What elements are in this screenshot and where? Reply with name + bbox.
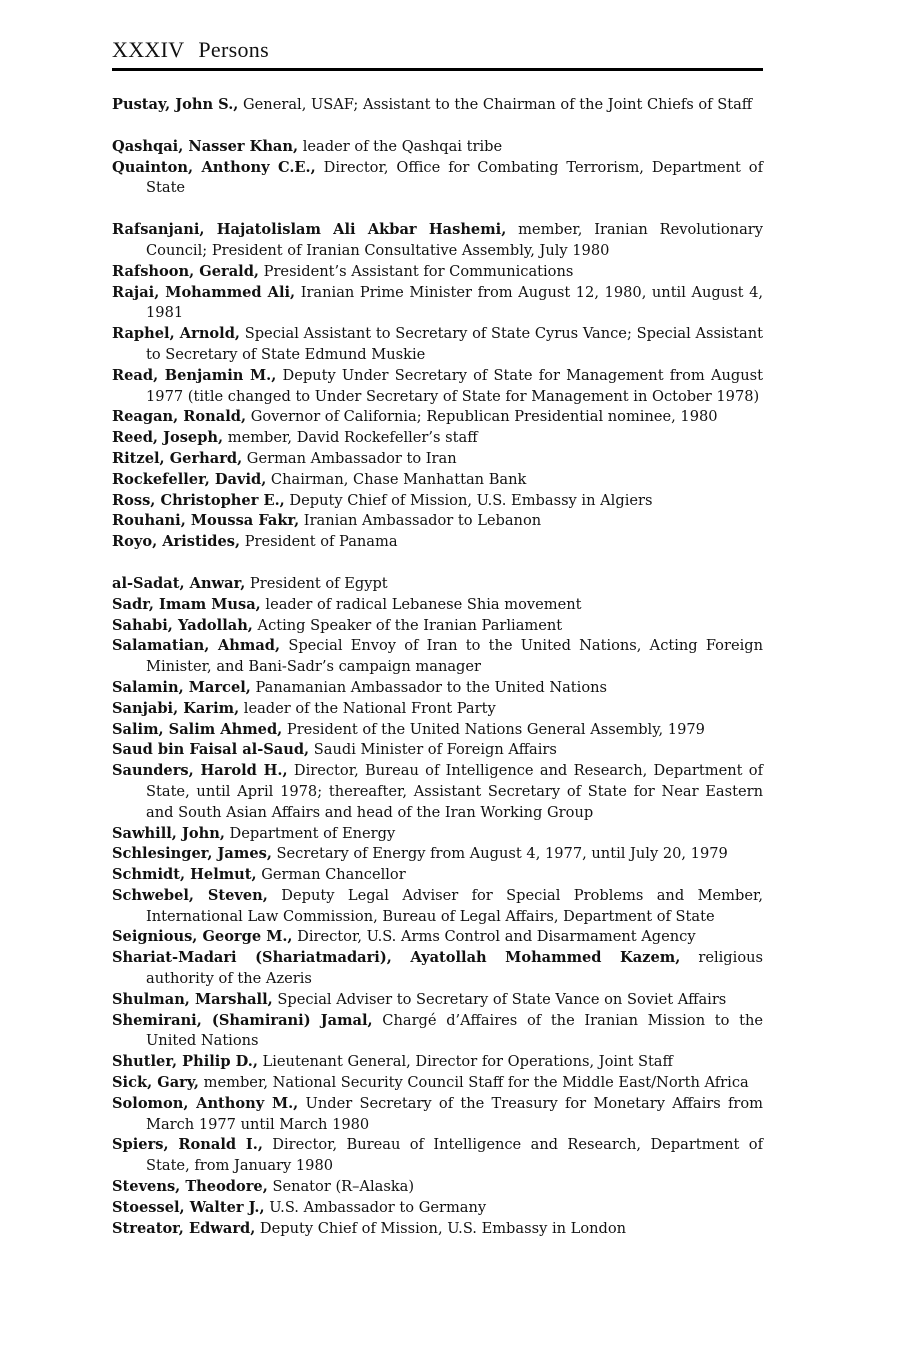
person-name: Read, Benjamin M., (112, 366, 277, 384)
person-description: President of the United Nations General Assembly, 1979 (282, 720, 705, 738)
person-name: al-Sadat, Anwar, (112, 574, 246, 592)
person-description: Department of Energy (224, 824, 396, 842)
person-entry (112, 595, 763, 616)
person-entry (112, 428, 763, 449)
person-entry (112, 1094, 763, 1136)
person-description: religious authority of the Azeris (146, 949, 763, 988)
person-entry (112, 720, 763, 741)
person-name: Rouhani, Moussa Fakr, (112, 512, 300, 530)
person-name: Qashqai, Nasser Khan, (112, 137, 299, 155)
person-name: Spiers, Ronald I., (112, 1136, 263, 1154)
person-description: President of Panama (240, 533, 398, 551)
person-entry (112, 407, 763, 428)
person-entry (112, 532, 763, 553)
person-name: Schlesinger, James, (112, 845, 272, 863)
person-entry (112, 511, 763, 532)
person-description: Lieutenant General, Director for Operations, Joint Staff (257, 1053, 673, 1071)
person-entry (112, 366, 763, 408)
persons-list (112, 95, 763, 1239)
person-name: Solomon, Anthony M., (112, 1094, 299, 1112)
person-entry (112, 1219, 763, 1240)
person-description: President’s Assistant for Communications (259, 262, 574, 280)
person-description: Special Adviser to Secretary of State Vance on Soviet Affairs (272, 990, 727, 1008)
person-entry (112, 948, 763, 990)
person-name: Seignious, George M., (112, 928, 293, 946)
person-name: Saunders, Harold H., (112, 762, 288, 780)
person-name: Reagan, Ronald, (112, 408, 247, 426)
person-description: Special Envoy of Iran to the United Nations, Acting Foreign Minister, and Bani-Sadr’s campaign manager (146, 637, 763, 676)
person-description: Deputy Chief of Mission, U.S. Embassy in London (255, 1219, 627, 1237)
header-rule (112, 68, 763, 71)
person-entry (112, 844, 763, 865)
person-name: Schwebel, Steven, (112, 886, 268, 904)
person-name: Sawhill, John, (112, 824, 225, 842)
person-entry (112, 1198, 763, 1219)
person-description: leader of radical Lebanese Shia movement (260, 595, 582, 613)
person-description: Deputy Legal Adviser for Special Problems and Member, International Law Commission, Bureau of Legal Affairs, Department of State (146, 886, 763, 925)
person-entry (112, 137, 763, 158)
person-description: Special Assistant to Secretary of State Cyrus Vance; Special Assistant to Secretary of State Edmund Muskie (146, 325, 763, 363)
person-name: Rajai, Mohammed Ali, (112, 283, 296, 301)
person-entry (112, 824, 763, 845)
person-description: President of Egypt (245, 574, 388, 592)
person-entry (112, 761, 763, 823)
person-name: Stevens, Theodore, (112, 1178, 268, 1196)
person-description: leader of the Qashqai tribe (298, 137, 503, 155)
person-description: General, USAF; Assistant to the Chairman of the Joint Chiefs of Staff (238, 96, 753, 113)
group-spacer (112, 553, 763, 574)
person-description: member, National Security Council Staff for the Middle East/North Africa (199, 1074, 749, 1092)
person-name: Sahabi, Yadollah, (112, 616, 253, 634)
person-name: Salamin, Marcel, (112, 678, 251, 696)
person-description: Chargé d’Affaires of the Iranian Mission to the United Nations (146, 1011, 764, 1050)
person-entry (112, 449, 763, 470)
person-description: Director, Office for Combating Terrorism, Department of State (146, 158, 763, 197)
person-description: Governor of California; Republican Presidential nominee, 1980 (246, 408, 718, 426)
person-description: member, Iranian Revolutionary Council; President of Iranian Consultative Assembly, July 1980 (146, 221, 763, 259)
person-description: Saudi Minister of Foreign Affairs (309, 741, 557, 759)
person-name: Ritzel, Gerhard, (112, 449, 243, 467)
group-spacer (112, 199, 763, 220)
person-name: Pustay, John S., (112, 96, 239, 113)
person-entry (112, 1135, 763, 1177)
person-name: Sick, Gary, (112, 1074, 200, 1092)
person-name: Ross, Christopher E., (112, 491, 285, 509)
person-description: Chairman, Chase Manhattan Bank (266, 470, 527, 488)
person-entry (112, 220, 763, 262)
person-entry (112, 616, 763, 637)
person-description: German Chancellor (256, 866, 406, 884)
running-header (112, 36, 763, 64)
person-description: German Ambassador to Iran (242, 449, 457, 467)
person-description: Director, Bureau of Intelligence and Research, Department of State, from January 1980 (146, 1136, 763, 1175)
person-description: leader of the National Front Party (239, 699, 496, 717)
person-entry (112, 886, 763, 928)
person-entry (112, 470, 763, 491)
person-name: Shariat-Madari (Shariatmadari), Ayatollah Mohammed Kazem, (112, 949, 681, 967)
person-entry (112, 1052, 763, 1073)
person-entry (112, 491, 763, 512)
person-description: Director, Bureau of Intelligence and Research, Department of State, until April 1978; thereafter, Assistant Secretary of State for Near Eastern and South Asian Affairs and head of the Iran Working Group (146, 762, 763, 821)
person-name: Schmidt, Helmut, (112, 866, 257, 884)
person-entry (112, 865, 763, 886)
person-name: Saud bin Faisal al-Saud, (112, 741, 310, 759)
person-name: Rafshoon, Gerald, (112, 262, 259, 280)
person-entry (112, 927, 763, 948)
person-entry (112, 678, 763, 699)
person-name: Salim, Salim Ahmed, (112, 720, 283, 738)
person-name: Shutler, Philip D., (112, 1053, 258, 1071)
person-description: Under Secretary of the Treasury for Monetary Affairs from March 1977 until March 1980 (146, 1094, 763, 1133)
person-name: Streator, Edward, (112, 1219, 256, 1237)
person-entry (112, 740, 763, 761)
person-description: Deputy Chief of Mission, U.S. Embassy in Algiers (284, 491, 653, 509)
person-entry (112, 699, 763, 720)
person-entry (112, 636, 763, 678)
person-name: Rafsanjani, Hajatolislam Ali Akbar Hashemi, (112, 221, 507, 239)
section-title: Persons (198, 37, 269, 62)
person-entry (112, 1011, 763, 1053)
person-name: Stoessel, Walter J., (112, 1198, 265, 1216)
person-name: Sadr, Imam Musa, (112, 595, 261, 613)
person-name: Raphel, Arnold, (112, 325, 240, 343)
person-description: member, David Rockefeller’s staff (223, 429, 478, 447)
person-description: Iranian Prime Minister from August 12, 1980, until August 4, 1981 (146, 283, 763, 322)
person-entry (112, 324, 763, 366)
person-description: Iranian Ambassador to Lebanon (299, 512, 542, 530)
person-name: Rockefeller, David, (112, 470, 267, 488)
person-entry (112, 95, 763, 116)
person-description: Director, U.S. Arms Control and Disarmament Agency (292, 928, 696, 946)
person-entry (112, 574, 763, 595)
group-spacer (112, 116, 763, 137)
page-number: XXXIV (112, 37, 185, 62)
person-name: Shulman, Marshall, (112, 990, 273, 1008)
person-entry (112, 262, 763, 283)
person-description: Panamanian Ambassador to the United Nations (250, 678, 608, 696)
person-description: Senator (R–Alaska) (267, 1178, 415, 1196)
person-name: Reed, Joseph, (112, 429, 224, 447)
person-description: Acting Speaker of the Iranian Parliament (252, 616, 563, 634)
person-name: Shemirani, (Shamirani) Jamal, (112, 1011, 373, 1029)
person-entry (112, 283, 763, 325)
person-description: Deputy Under Secretary of State for Management from August 1977 (title changed to Under Secretary of State for Management in October 1978) (146, 366, 763, 405)
person-entry (112, 158, 763, 200)
person-entry (112, 1073, 763, 1094)
person-name: Salamatian, Ahmad, (112, 637, 281, 655)
person-entry (112, 990, 763, 1011)
person-name: Royo, Aristides, (112, 533, 241, 551)
person-description: U.S. Ambassador to Germany (264, 1198, 487, 1216)
person-description: Secretary of Energy from August 4, 1977, until July 20, 1979 (271, 845, 728, 863)
person-entry (112, 1177, 763, 1198)
person-name: Sanjabi, Karim, (112, 699, 240, 717)
person-name: Quainton, Anthony C.E., (112, 158, 316, 176)
